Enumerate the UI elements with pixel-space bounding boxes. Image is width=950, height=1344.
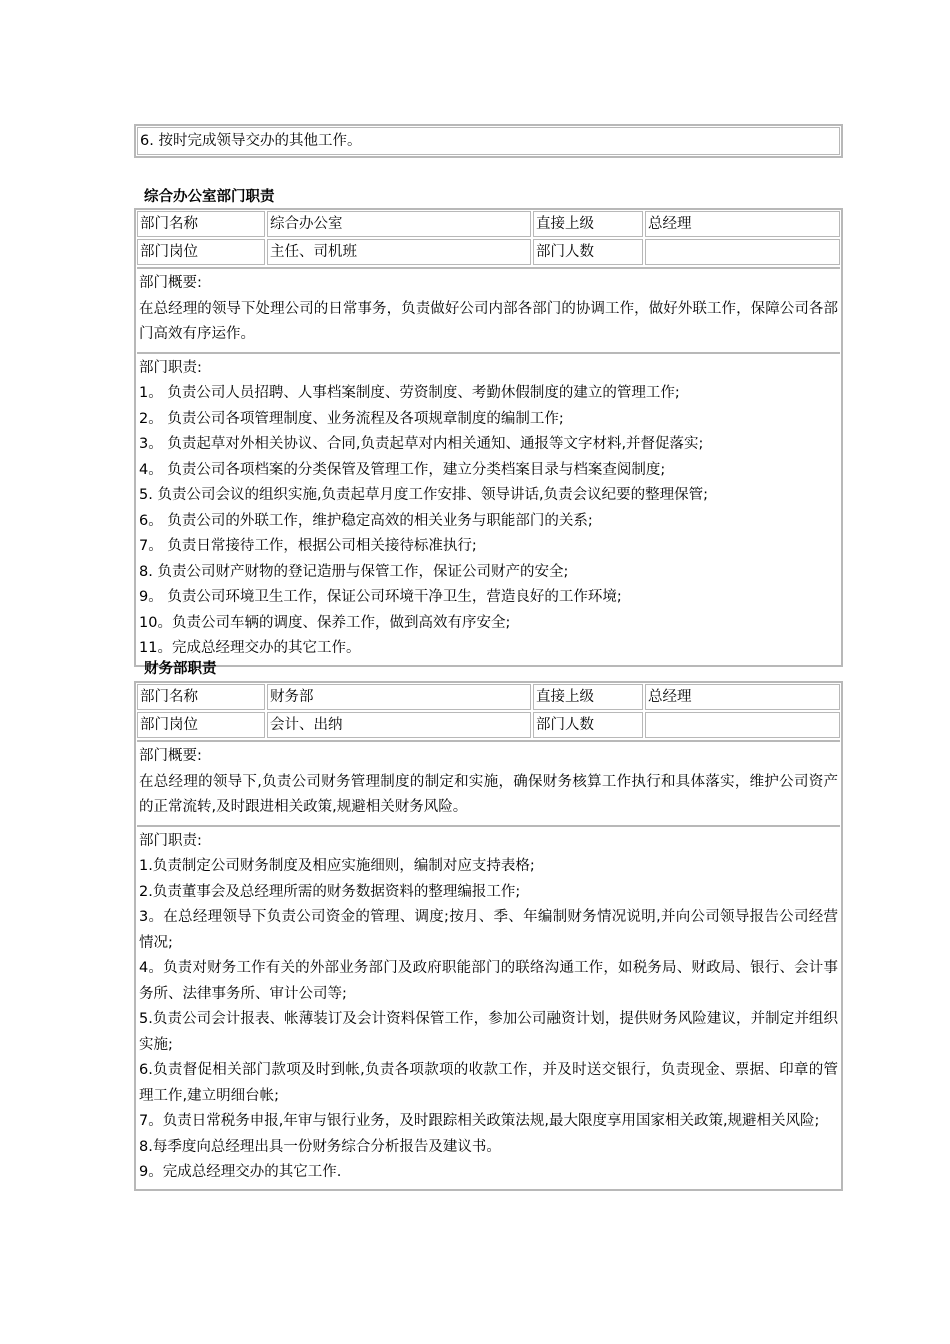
office-duty-item: 6。 负责公司的外联工作，维护稳定高效的相关业务与职能部门的关系;: [139, 512, 593, 529]
office-duty-item: 2。 负责公司各项管理制度、业务流程及各项规章制度的编制工作;: [139, 410, 564, 427]
top-item-table: [134, 124, 843, 158]
office-superior: 总经理: [645, 211, 840, 237]
top-item-cell: [137, 127, 840, 155]
office-duty-item: 4。 负责公司各项档案的分类保管及管理工作，建立分类档案目录与档案查阅制度;: [139, 461, 666, 478]
finance-duty-item: 5.负责公司会计报表、帐薄装订及会计资料保管工作，参加公司融资计划，提供财务风险建议，并制定并组织实施;: [139, 1011, 838, 1053]
office-duties-label: 部门职责:: [139, 359, 202, 376]
office-header-grid: [137, 211, 840, 265]
office-duties-block: [137, 352, 840, 664]
finance-duty-item: 4。负责对财务工作有关的外部业务部门及政府职能部门的联络沟通工作，如税务局、财政局、银行、会计事务所、法律事务所、审计公司等;: [139, 960, 838, 1002]
office-posts: 主任、司机班: [267, 239, 531, 265]
office-superior-label: 直接上级: [533, 211, 643, 237]
finance-dept-name: 财务部: [267, 684, 531, 710]
finance-duty-item: 9。完成总经理交办的其它工作.: [139, 1164, 342, 1180]
office-overview-block: [137, 267, 840, 350]
top-item-text: 6. 按时完成领导交办的其他工作。: [140, 133, 362, 149]
finance-duty-item: 2.负责董事会及总经理所需的财务数据资料的整理编报工作;: [139, 883, 521, 900]
section-title-office: 综合办公室部门职责: [144, 189, 275, 205]
office-headcount: [645, 239, 840, 265]
finance-posts: 会计、出纳: [267, 712, 531, 738]
office-overview-text: 在总经理的领导下处理公司的日常事务，负责做好公司内部各部门的协调工作，做好外联工作，保障公司各部门高效有序运作。: [139, 300, 838, 342]
finance-superior-label: 直接上级: [533, 684, 643, 710]
office-duty-item: 10。负责公司车辆的调度、保养工作，做到高效有序安全;: [139, 614, 511, 631]
office-duty-item: 7。 负责日常接待工作，根据公司相关接待标准执行;: [139, 538, 477, 554]
finance-table: [134, 681, 843, 1191]
finance-header-grid: [137, 684, 840, 738]
finance-overview-label: 部门概要:: [139, 748, 202, 764]
office-headcount-label: 部门人数: [533, 239, 643, 265]
finance-overview-text: 在总经理的领导下,负责公司财务管理制度的制定和实施，确保财务核算工作执行和具体落实，维护公司资产的正常流转,及时跟进相关政策,规避相关财务风险。: [139, 773, 838, 815]
finance-duty-item: 8.每季度向总经理出具一份财务综合分析报告及建议书。: [139, 1138, 501, 1155]
office-dept-name-label: 部门名称: [137, 211, 265, 237]
finance-headcount-label: 部门人数: [533, 712, 643, 738]
office-duty-item: 8. 负责公司财产财物的登记造册与保管工作，保证公司财产的安全;: [139, 563, 569, 580]
finance-posts-label: 部门岗位: [137, 712, 265, 738]
office-table: [134, 208, 843, 667]
finance-headcount: [645, 712, 840, 738]
office-duty-item: 11。完成总经理交办的其它工作。: [139, 640, 361, 656]
office-duty-item: 1。 负责公司人员招聘、人事档案制度、劳资制度、考勤休假制度的建立的管理工作;: [139, 385, 680, 401]
office-duty-item: 9。 负责公司环境卫生工作，保证公司环境干净卫生，营造良好的工作环境;: [139, 589, 622, 605]
finance-duty-item: 7。负责日常税务申报,年审与银行业务，及时跟踪相关政策法规,最大限度享用国家相关政策,规避相关风险;: [139, 1113, 820, 1129]
section-title-finance: 财务部职责: [144, 661, 217, 677]
finance-overview-block: [137, 740, 840, 823]
finance-duty-item: 3。在总经理领导下负责公司资金的管理、调度;按月、季、年编制财务情况说明,并向公司领导报告公司经营情况;: [139, 909, 838, 951]
office-duty-item: 5. 负责公司会议的组织实施,负责起草月度工作安排、领导讲话,负责会议纪要的整理保管;: [139, 487, 709, 503]
finance-duties-block: [137, 825, 840, 1188]
finance-duties-label: 部门职责:: [139, 832, 202, 849]
finance-duty-item: 1.负责制定公司财务制度及相应实施细则，编制对应支持表格;: [139, 858, 535, 874]
finance-superior: 总经理: [645, 684, 840, 710]
finance-duty-item: 6.负责督促相关部门款项及时到帐,负责各项款项的收款工作，并及时送交银行，负责现金、票据、印章的管理工作,建立明细台帐;: [139, 1062, 838, 1104]
office-dept-name: 综合办公室: [267, 211, 531, 237]
office-posts-label: 部门岗位: [137, 239, 265, 265]
finance-dept-name-label: 部门名称: [137, 684, 265, 710]
office-overview-label: 部门概要:: [139, 275, 202, 291]
office-duty-item: 3。 负责起草对外相关协议、合同,负责起草对内相关通知、通报等文字材料,并督促落实;: [139, 436, 704, 452]
